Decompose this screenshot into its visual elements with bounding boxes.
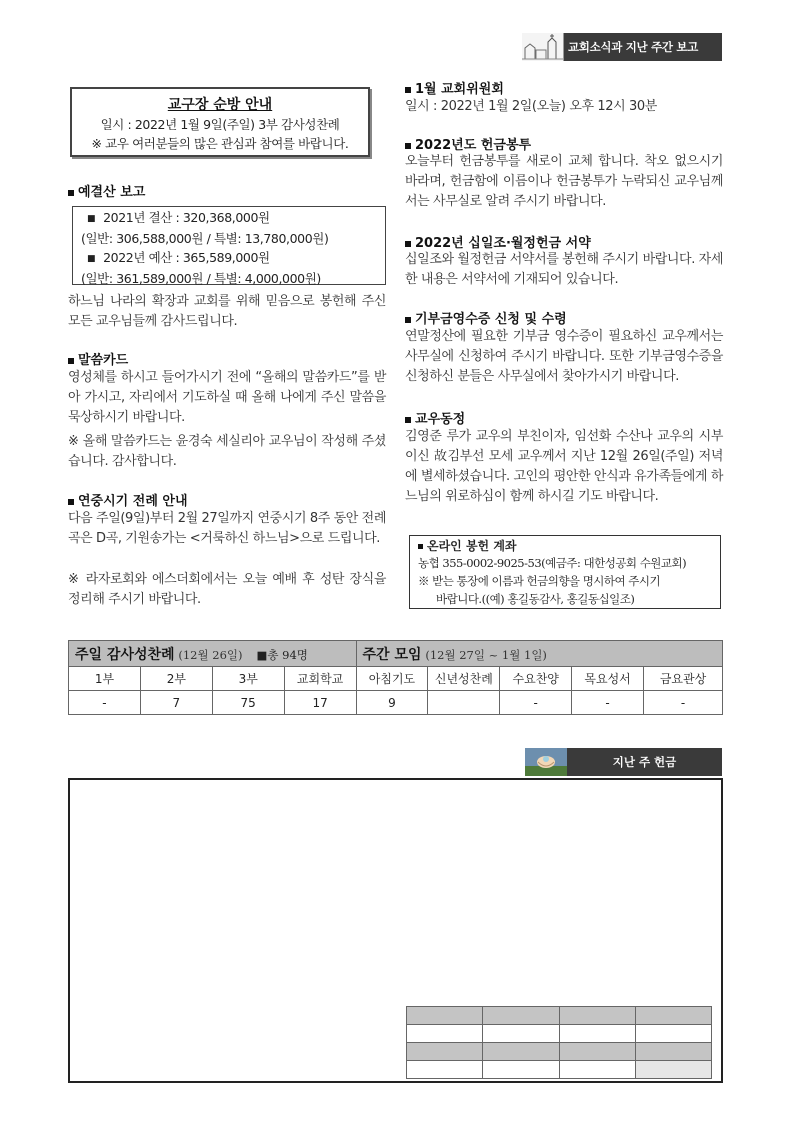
envelope-title: 2022년도 헌금봉투 [405, 134, 531, 153]
offering-header-title: 지난 주 헌금 [612, 755, 677, 769]
visit-notice-title: 교구장 순방 안내 [167, 97, 273, 113]
online-offering-account: 농협 355-0002-9025-53(예금주: 대한성공회 수원교회) [418, 556, 687, 570]
members-title: 교우동정 [405, 408, 465, 427]
attendance-value: - [500, 691, 572, 715]
word-card-title: 말씀카드 [68, 349, 128, 368]
visit-notice-note: ※ 교우 여러분들의 많은 관심과 참여를 바랍니다. [91, 136, 349, 151]
liturgy-body: 다음 주일(9일)부터 2월 27일까지 연중시기 8주 동안 전례곡은 D곡, 기원송가는 <거룩하신 하느님>으로 드립니다. [68, 511, 386, 546]
offering-cell [635, 1043, 711, 1061]
attendance-value: - [644, 691, 723, 715]
offering-cell [559, 1025, 635, 1043]
weekly-header-cell: 주간 모임 (12월 27일 ~ 1월 1일) [356, 641, 722, 667]
offering-cell [483, 1043, 559, 1061]
attendance-column-header: 교회학교 [284, 667, 356, 691]
attendance-column-header: 신년성찬례 [428, 667, 500, 691]
offering-table-row [407, 1043, 712, 1061]
church-building-icon [522, 33, 564, 61]
offering-cell [635, 1025, 711, 1043]
offering-cell [635, 1007, 711, 1025]
attendance-column-header: 금요관상 [644, 667, 723, 691]
attendance-value: 7 [140, 691, 212, 715]
offering-table-row [407, 1025, 712, 1043]
word-card-body: 영성체를 하시고 들어가시기 전에 “올해의 말씀카드”를 받아 가시고, 자리에서 기도하실 때 올해 나에게 주신 말씀을 묵상하시기 바랍니다. [68, 370, 386, 425]
online-offering-example: 바랍니다.((예) 홍길동감사, 홍길동십일조) [436, 592, 635, 606]
committee-title: 1월 교회위원회 [405, 78, 504, 97]
hands-offering-icon [525, 748, 567, 776]
envelope-body: 오늘부터 헌금봉투를 새로이 교체 합니다. 착오 없으시기 바라며, 헌금함에 이름이나 헌금봉투가 누락되신 교우님께서는 사무실로 알려 주시기 바랍니다. [405, 154, 723, 209]
attendance-column-header: 목요성서 [572, 667, 644, 691]
attendance-value: 75 [212, 691, 284, 715]
visit-notice-date: 일시 : 2022년 1월 9일(주일) 3부 감사성찬례 [100, 117, 340, 132]
budget-2021: ■ 2021년 결산 : 320,368,000원 [81, 208, 377, 229]
liturgy-note: ※ 라자로회와 에스더회에서는 오늘 예배 후 성탄 장식을 정리해 주시기 바랍니다. [68, 572, 386, 607]
word-card-note: ※ 올해 말씀카드는 윤경숙 세실리아 교우님이 작성해 주셨습니다. 감사합니다. [68, 434, 386, 469]
visit-notice-box [70, 87, 370, 157]
receipt-body: 연말정산에 필요한 기부금 영수증이 필요하신 교우께서는 사무실에 신청하여 주시기 바랍니다. 또한 기부금영수증을 신청하신 분들은 사무실에서 찾아가시기 바랍니다. [405, 329, 723, 384]
section-header-bar [522, 33, 722, 61]
offering-cell [407, 1025, 483, 1043]
budget-2021-detail: (일반: 306,588,000원 / 특별: 13,780,000원) [81, 231, 329, 246]
section-header-title: 교회소식과 지난 주간 보고 [568, 40, 699, 54]
attendance-value [428, 691, 500, 715]
offering-cell [407, 1007, 483, 1025]
offering-cell [483, 1061, 559, 1079]
offering-table [406, 1006, 712, 1079]
tithe-title: 2022년 십일조·월정헌금 서약 [405, 232, 591, 251]
members-body: 김영준 루가 교우의 부친이자, 임선화 수산나 교우의 시부이신 故김부선 모세 교우께서 지난 12월 26일(주일) 저녁에 별세하셨습니다. 고인의 평안한 안식과 유가족들에게 하느님의 위로하심이 함께 하시길 기도 바랍니다. [405, 429, 723, 504]
online-offering-note: ※ 받는 통장에 이름과 헌금의향을 명시하여 주시기 [418, 574, 661, 588]
offering-cell [559, 1061, 635, 1079]
attendance-column-header: 아침기도 [356, 667, 428, 691]
attendance-column-header: 2부 [140, 667, 212, 691]
attendance-total: ■총 94명 [256, 647, 308, 662]
budget-title: 예결산 보고 [68, 181, 145, 200]
attendance-header-row [69, 641, 723, 667]
offering-table-row [407, 1007, 712, 1025]
receipt-title: 기부금영수증 신청 및 수령 [405, 308, 567, 327]
offering-cell [483, 1025, 559, 1043]
tithe-body: 십일조와 월정헌금 서약서를 봉헌해 주시기 바랍니다. 자세한 내용은 서약서에 기재되어 있습니다. [405, 252, 723, 287]
attendance-value: - [572, 691, 644, 715]
offering-cell [407, 1043, 483, 1061]
budget-box [72, 206, 386, 285]
online-offering-title: 온라인 봉헌 계좌 [418, 539, 712, 554]
budget-thanks: 하느님 나라의 확장과 교회를 위해 믿음으로 봉헌해 주신 모든 교우님들께 감사드립니다. [68, 294, 386, 329]
offering-header-bar [525, 748, 722, 776]
offering-cell [635, 1061, 711, 1079]
attendance-value: 9 [356, 691, 428, 715]
attendance-value: 17 [284, 691, 356, 715]
attendance-table [68, 640, 723, 715]
liturgy-title: 연중시기 전례 안내 [68, 490, 188, 509]
budget-2022-detail: (일반: 361,589,000원 / 특별: 4,000,000원) [81, 271, 321, 286]
budget-2022: ■ 2022년 예산 : 365,589,000원 [81, 248, 377, 269]
offering-table-row [407, 1061, 712, 1079]
offering-cell [559, 1007, 635, 1025]
attendance-value: - [69, 691, 141, 715]
sunday-header-cell: 주일 감사성찬례 (12월 26일) ■총 94명 [69, 641, 357, 667]
attendance-values-row [69, 691, 723, 715]
attendance-columns-row [69, 667, 723, 691]
offering-cell [407, 1061, 483, 1079]
committee-body: 일시 : 2022년 1월 2일(오늘) 오후 12시 30분 [405, 99, 657, 114]
attendance-column-header: 수요찬양 [500, 667, 572, 691]
offering-cell [483, 1007, 559, 1025]
attendance-column-header: 3부 [212, 667, 284, 691]
offering-cell [559, 1043, 635, 1061]
online-offering-box [409, 535, 721, 609]
attendance-column-header: 1부 [69, 667, 141, 691]
